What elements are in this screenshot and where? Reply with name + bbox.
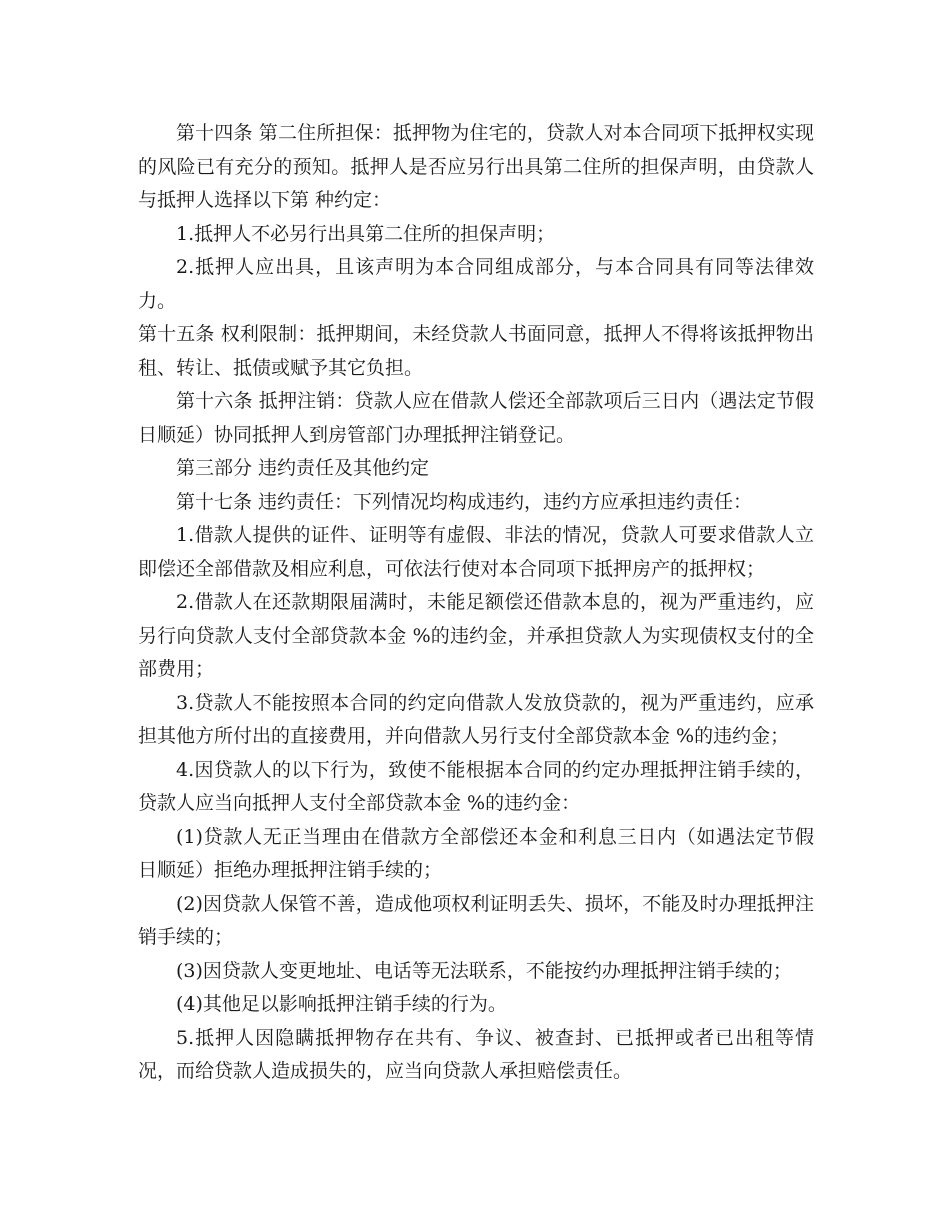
clause-17-item-5: 5.抵押人因隐瞒抵押物存在共有、争议、被查封、已抵押或者已出租等情况，而给贷款人造成损失的，应当向贷款人承担赔偿责任。	[138, 1026, 814, 1082]
clause-17-item-4-sub-3: (3)因贷款人变更地址、电话等无法联系，不能按约办理抵押注销手续的；	[176, 959, 792, 982]
clause-17-item-4-sub-4: (4)其他足以影响抵押注销手续的行为。	[176, 993, 507, 1015]
clause-16: 第十六条 抵押注销：贷款人应在借款人偿还全部款项后三日内（遇法定节假日顺延）协同抵押人到房管部门办理抵押注销登记。	[138, 390, 814, 446]
clause-17-item-2: 2.借款人在还款期限届满时，未能足额偿还借款本息的，视为严重违约，应另行向贷款人支付全部贷款本金 %的违约金，并承担贷款人为实现债权支付的全部费用；	[138, 591, 814, 680]
clause-17: 第十七条 违约责任：下列情况均构成违约，违约方应承担违约责任：	[176, 490, 753, 513]
contract-body	[138, 117, 821, 1089]
section-heading-part-3: 第三部分 违约责任及其他约定	[176, 457, 430, 479]
clause-14: 第十四条 第二住所担保：抵押物为住宅的，贷款人对本合同项下抵押权实现的风险已有充分的预知。抵押人是否应另行出具第二住所的担保声明，由贷款人与抵押人选择以下第 种约定：	[138, 122, 814, 211]
clause-17-item-4-sub-1: (1)贷款人无正当理由在借款方全部偿还本金和利息三日内（如遇法定节假 日顺延）拒绝办理抵押注销手续的；	[138, 825, 821, 881]
clause-15: 第十五条 权利限制：抵押期间，未经贷款人书面同意，抵押人不得将该抵押物出租、转让、抵债或赋予其它负担。	[138, 323, 814, 379]
clause-17-item-1: 1.借款人提供的证件、证明等有虚假、非法的情况，贷款人可要求借款人立即偿还全部借款及相应利息，可依法行使对本合同项下抵押房产的抵押权；	[138, 524, 814, 580]
clause-17-item-4-sub-2: (2)因贷款人保管不善，造成他项权利证明丢失、损坏，不能及时办理抵押注销手续的；	[138, 892, 814, 948]
clause-14-option-1: 1.抵押人不必另行出具第二住所的担保声明；	[176, 222, 556, 245]
clause-14-option-2: 2.抵押人应出具，且该声明为本合同组成部分，与本合同具有同等法律效力。	[138, 256, 814, 312]
clause-17-item-4: 4.因贷款人的以下行为，致使不能根据本合同的约定办理抵押注销手续的，贷款人应当向抵押人支付全部贷款本金 %的违约金：	[138, 758, 814, 814]
clause-17-item-3: 3.贷款人不能按照本合同的约定向借款人发放贷款的，视为严重违约，应承担其他方所付出的直接费用，并向借款人另行支付全部贷款本金 %的违约金；	[138, 691, 814, 747]
